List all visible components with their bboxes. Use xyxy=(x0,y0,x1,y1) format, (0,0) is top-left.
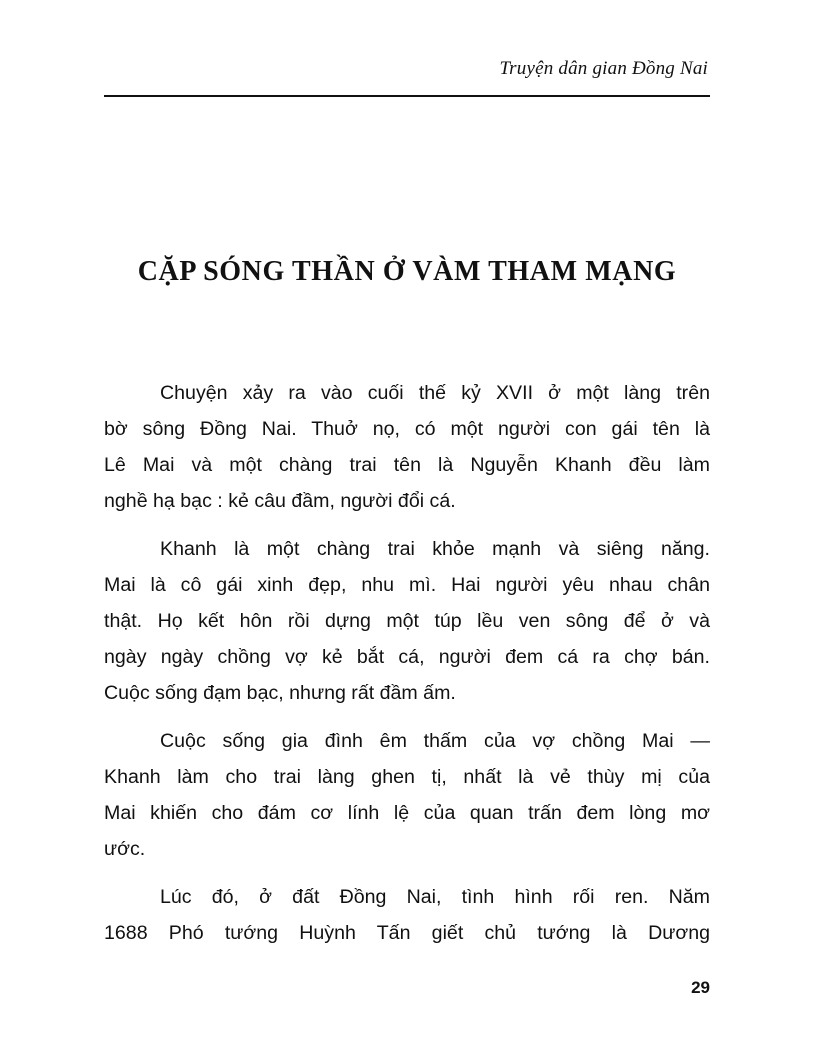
text-line: bờ sông Đồng Nai. Thuở nọ, có một người con gái tên là xyxy=(104,418,710,440)
text-line: Mai khiến cho đám cơ lính lệ của quan trấn đem lòng mơ xyxy=(104,802,710,824)
text-line: Chuyện xảy ra vào cuối thế kỷ XVII ở một làng trên xyxy=(160,382,710,404)
chapter-title: CẶP SÓNG THẦN Ở VÀM THAM MẠNG xyxy=(137,256,677,287)
text-line: 1688 Phó tướng Huỳnh Tấn giết chủ tướng là Dương xyxy=(104,922,710,944)
text-line: Lê Mai và một chàng trai tên là Nguyễn Khanh đều làm xyxy=(104,454,710,476)
text-line: ước. xyxy=(104,838,146,860)
paragraph-3 xyxy=(104,723,710,867)
body-text xyxy=(104,375,710,963)
text-line: Khanh là một chàng trai khỏe mạnh và siêng năng. xyxy=(160,538,710,560)
text-line: Khanh làm cho trai làng ghen tị, nhất là vẻ thùy mị của xyxy=(104,766,710,788)
header-rule xyxy=(104,95,710,97)
text-line: Mai là cô gái xinh đẹp, nhu mì. Hai người yêu nhau chân xyxy=(104,574,710,596)
text-line: Cuộc sống đạm bạc, nhưng rất đầm ấm. xyxy=(104,682,456,704)
text-line: Lúc đó, ở đất Đồng Nai, tình hình rối ren. Năm xyxy=(160,886,710,908)
text-line: ngày ngày chồng vợ kẻ bắt cá, người đem cá ra chợ bán. xyxy=(104,646,710,668)
running-head: Truyện dân gian Đồng Nai xyxy=(499,58,708,79)
page-number: 29 xyxy=(691,978,710,997)
paragraph-1 xyxy=(104,375,710,519)
text-line: Cuộc sống gia đình êm thấm của vợ chồng Mai — xyxy=(160,730,710,752)
text-line: nghề hạ bạc : kẻ câu đầm, người đổi cá. xyxy=(104,490,456,512)
paragraph-4 xyxy=(104,879,710,951)
paragraph-2 xyxy=(104,531,710,711)
text-line: thật. Họ kết hôn rồi dựng một túp lều ven sông để ở và xyxy=(104,610,710,632)
